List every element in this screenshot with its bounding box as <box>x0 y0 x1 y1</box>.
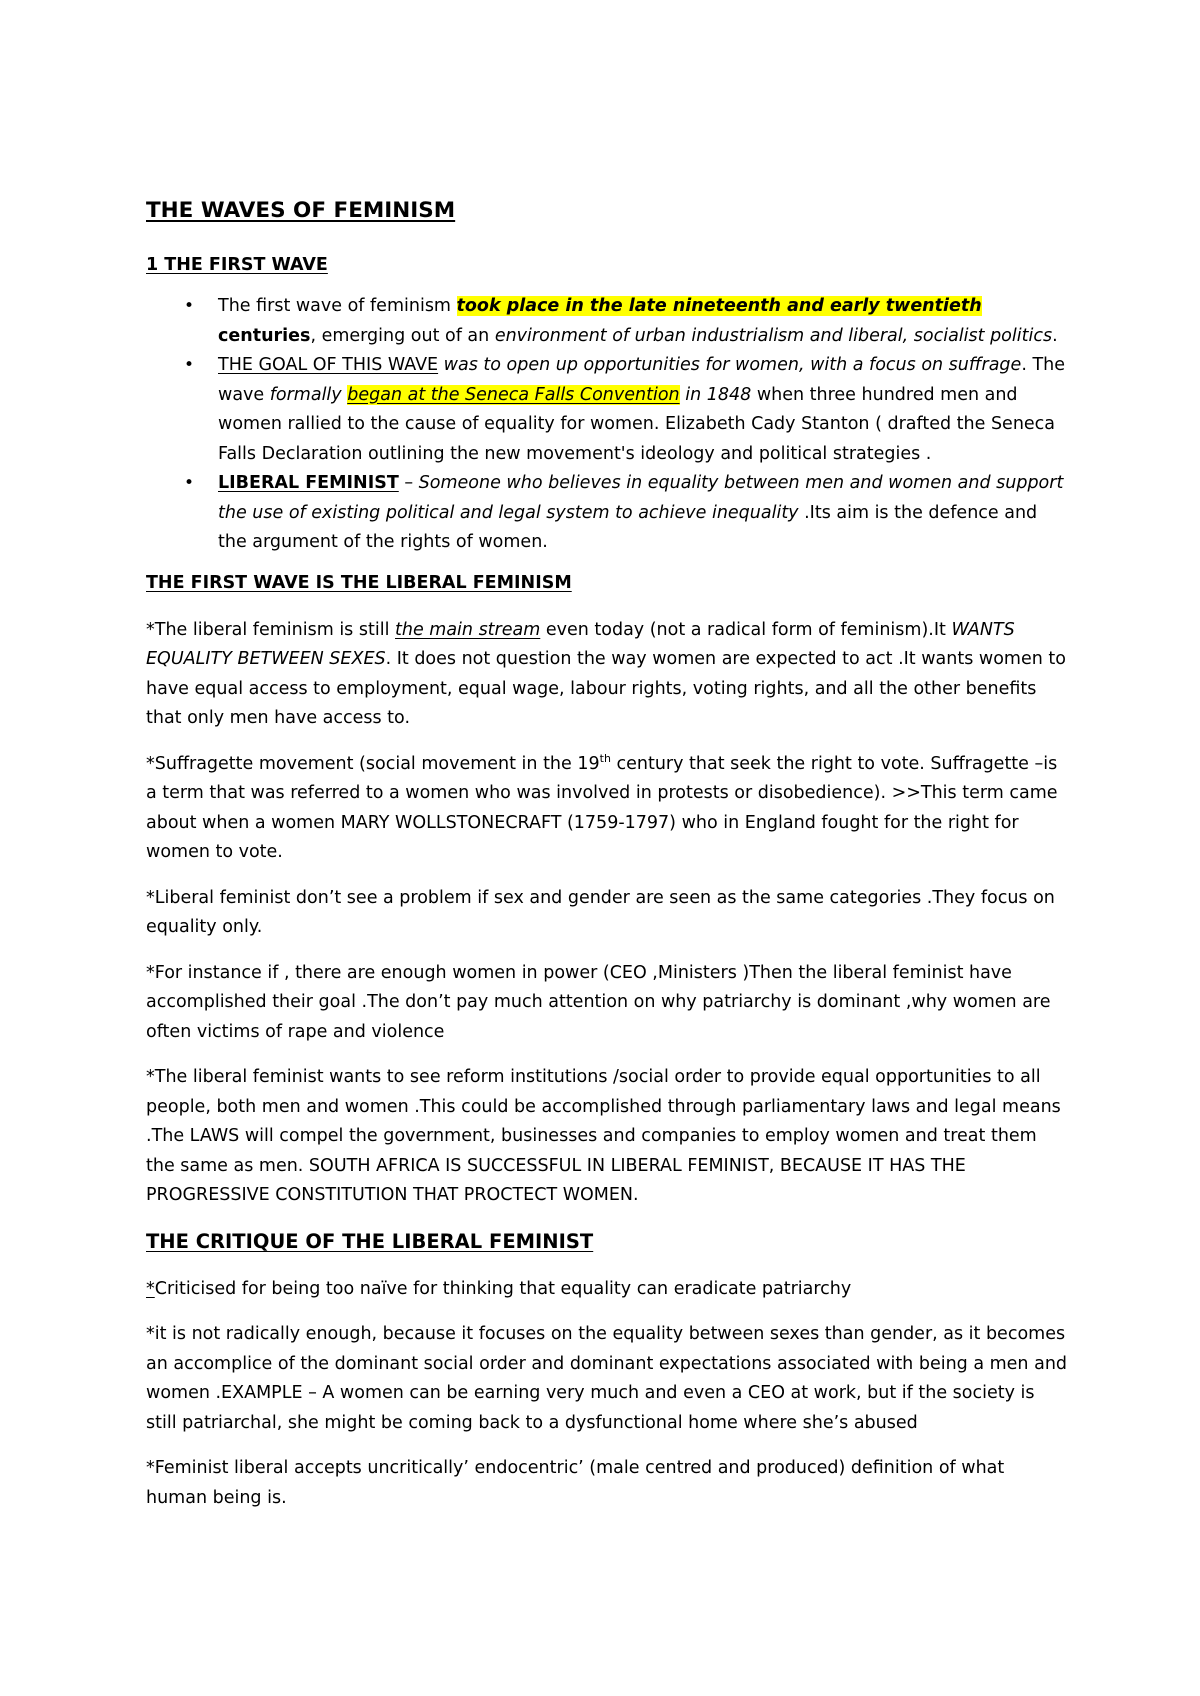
underlined-text: LIBERAL FEMINIST <box>218 473 399 493</box>
underlined-text: THE GOAL OF THIS WAVE <box>218 355 439 375</box>
text-run: even today (not a radical form of feminism).It <box>540 619 952 640</box>
text-run: . The wave <box>218 355 1065 405</box>
highlighted-text: began at the Seneca Falls Convention <box>347 384 680 405</box>
text-run: was to open up opportunities for women, with a focus on suffrage <box>438 355 1022 375</box>
text-run: *Suffragette movement (social movement in the 19 <box>146 753 600 774</box>
paragraph: *For instance if , there are enough women in power (CEO ,Ministers )Then the liberal feminist have accomplished their goal .The don’t pay much attention on why patriarchy is dominant ,why women are often victims of rape and violence <box>146 962 1051 1042</box>
text-run: Someone who believes in equality between men and women and support the use of existing political and legal system to achieve inequality <box>218 473 1064 523</box>
section-heading-liberal-feminism: THE FIRST WAVE IS THE LIBERAL FEMINISM <box>146 572 572 593</box>
paragraph <box>146 616 1070 734</box>
first-wave-bullet-list <box>146 292 1070 558</box>
paragraph: *Liberal feminist don’t see a problem if sex and gender are seen as the same categories .They focus on equality only. <box>146 887 1055 937</box>
list-item <box>218 351 1070 469</box>
highlighted-text: took place in the late nineteenth and early twentieth <box>456 296 982 316</box>
text-run: – <box>398 473 419 493</box>
underlined-text: the main stream <box>395 619 541 640</box>
text-run: environment of urban industrialism and liberal, socialist politics <box>494 325 1053 346</box>
text-run: WANTS EQUALITY BETWEEN SEXES <box>146 619 1015 669</box>
list-item <box>218 292 1070 351</box>
section-heading-critique: THE CRITIQUE OF THE LIBERAL FEMINIST <box>146 1229 594 1253</box>
superscript: th <box>599 751 611 765</box>
paragraph <box>146 750 1070 868</box>
text-run: , emerging out of an <box>310 325 495 346</box>
paragraph: *The liberal feminist wants to see reform institutions /social order to provide equal opportunities to all people, both men and women .This could be accomplished through parliamentary laws and legal means .The LAWS will compel the government, businesses and companies to employ women and treat them the same as men. SOUTH AFRICA IS SUCCESSFUL IN LIBERAL FEMINIST, BECAUSE IT HAS THE PROGRESSIVE CONSTITUTION THAT PROCTECT WOMEN. <box>146 1067 1061 1205</box>
text-run: in 1848 <box>685 384 752 405</box>
text-run: when three hundred men and women rallied to the cause of equality for women. Elizabeth Cady Stanton ( drafted the Seneca Falls Declaration outlining the new movement's ideology and political strategies . <box>218 384 1056 464</box>
paragraph: *it is not radically enough, because it focuses on the equality between sexes than gender, as it becomes an accomplice of the dominant social order and dominant expectations associated with being a men and women .EXAMPLE – A women can be earning very much and even a CEO at work, but if the society is still patriarchal, she might be coming back to a dysfunctional home where she’s abused <box>146 1324 1068 1433</box>
text-run: . <box>1052 325 1058 346</box>
text-run: centuries <box>218 325 311 346</box>
text-run: century that seek the right to vote. Suffragette –is a term that was referred to a women who was involved in protests or disobedience). >>This term came about when a women MARY WOLLSTONECRAFT (1759-1797) who in England fought for the right for women to vote. <box>146 753 1058 862</box>
list-item <box>218 469 1070 558</box>
underlined-text: * <box>146 1278 155 1299</box>
text-run: .Its aim is the defence and the argument of the rights of women. <box>218 502 1038 552</box>
text-run: The first wave of feminism <box>218 296 457 316</box>
text-run: formally <box>269 384 342 405</box>
paragraph <box>146 1275 1070 1305</box>
section-heading-first-wave: 1 THE FIRST WAVE <box>146 255 328 275</box>
page-title: THE WAVES OF FEMINISM <box>146 198 456 223</box>
text-run: Criticised for being too naïve for thinking that equality can eradicate patriarchy <box>154 1278 852 1299</box>
text-run: . It does not question the way women are expected to act .It wants women to have equal access to employment, equal wage, labour rights, voting rights, and all the other benefits that only men have access to. <box>146 649 1066 728</box>
text-run: *The liberal feminism is still <box>146 619 395 640</box>
paragraph: *Feminist liberal accepts uncritically’ endocentric’ (male centred and produced) definition of what human being is. <box>146 1458 1005 1508</box>
